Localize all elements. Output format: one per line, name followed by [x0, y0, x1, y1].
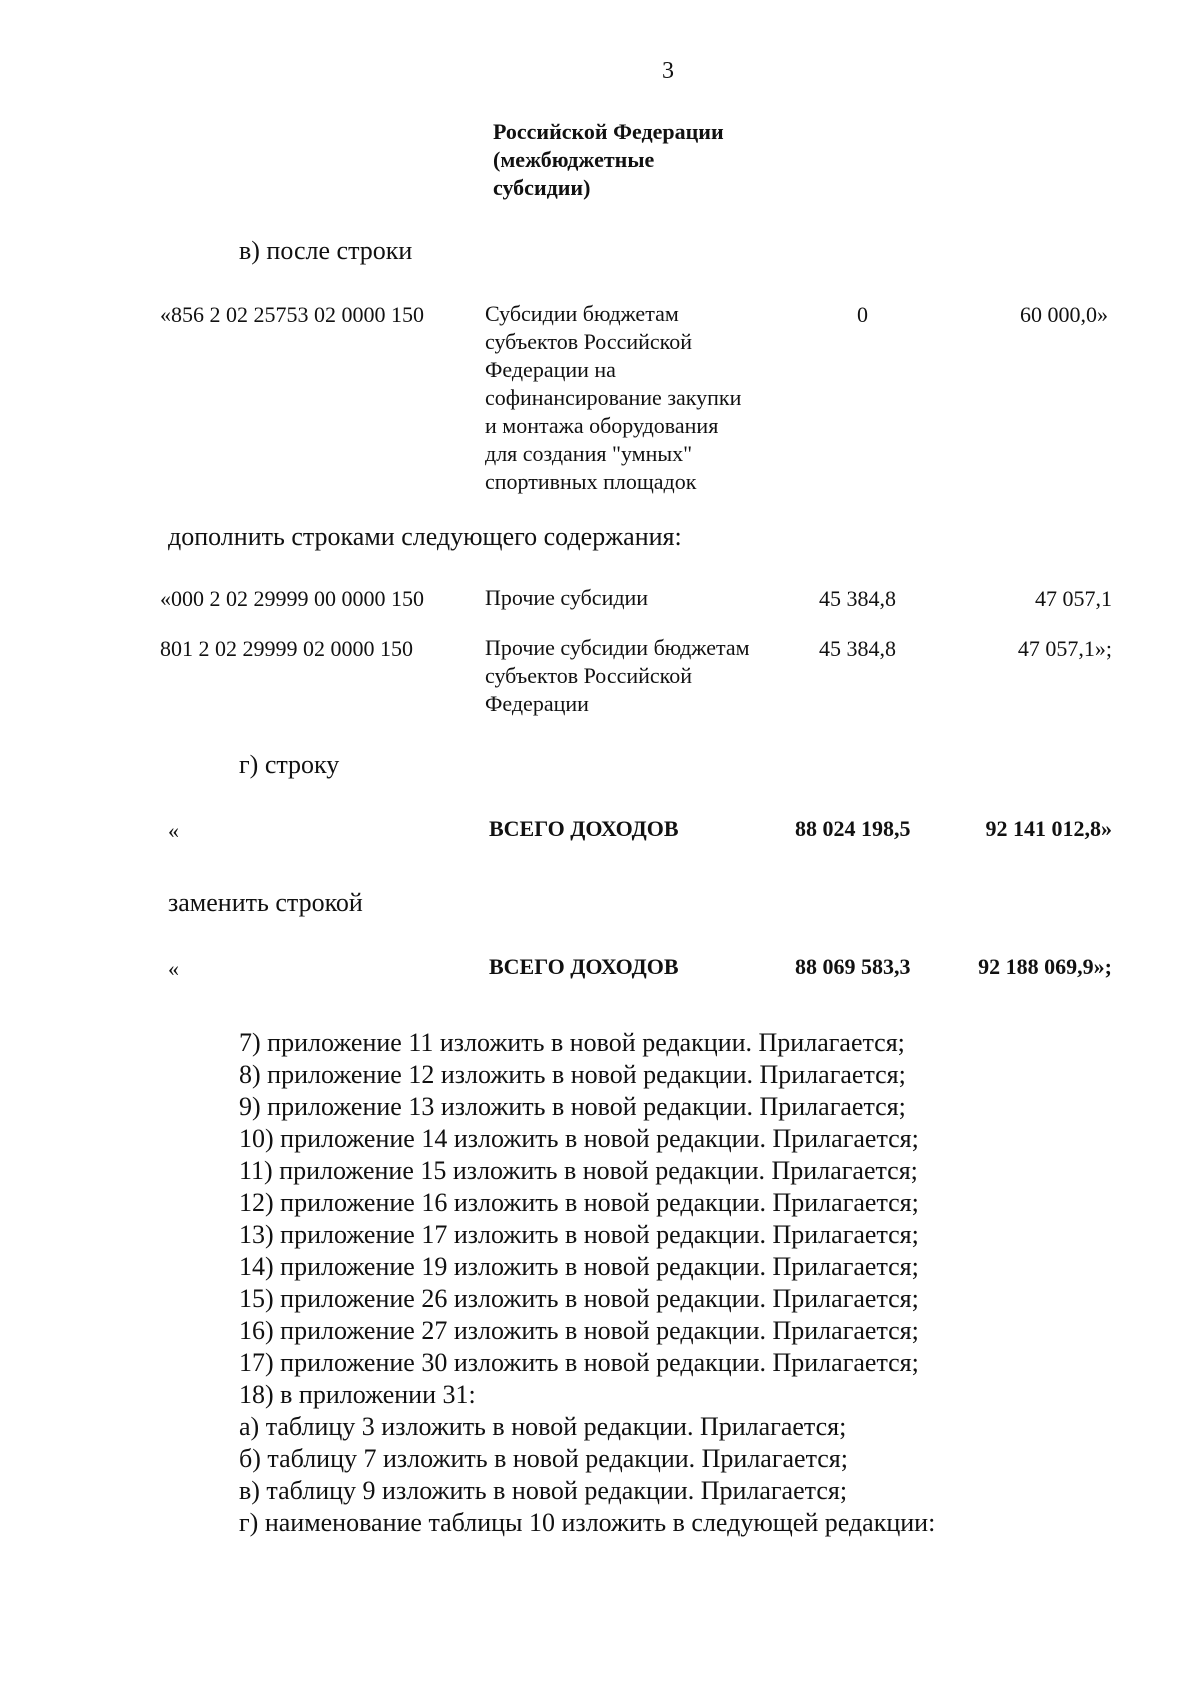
row-value-1: 45 384,8	[819, 636, 896, 661]
total-value-1: 88 024 198,5	[795, 816, 911, 841]
list-item: 7) приложение 11 изложить в новой редакции. Прилагается;	[239, 1028, 905, 1057]
row-value-2: 47 057,1»;	[1017, 636, 1112, 661]
row-value-1: 0	[857, 302, 868, 327]
row-value-1: 45 384,8	[819, 586, 896, 611]
total-value-2: 92 188 069,9»;	[978, 954, 1112, 979]
row-code: 801 2 02 29999 02 0000 150	[160, 636, 413, 661]
instruction-supplement: дополнить строками следующего содержания:	[168, 522, 682, 551]
row-name	[485, 584, 648, 612]
total-quote: «	[168, 818, 179, 843]
list-item: 10) приложение 14 изложить в новой редакции. Прилагается;	[239, 1124, 919, 1153]
list-item: 16) приложение 27 изложить в новой редакции. Прилагается;	[239, 1316, 919, 1345]
instruction-replace: заменить строкой	[168, 888, 363, 917]
row-code: «856 2 02 25753 02 0000 150	[160, 302, 424, 327]
continued-row-name-line: Российской Федерации	[493, 119, 724, 144]
row-name-line: и монтажа оборудования	[485, 413, 719, 438]
row-code: «000 2 02 29999 00 0000 150	[160, 586, 424, 611]
row-name	[485, 634, 750, 718]
row-name	[485, 300, 741, 496]
row-value-2: 60 000,0»	[1020, 302, 1108, 327]
row-name-line: субъектов Российской	[485, 663, 693, 688]
total-quote: «	[168, 956, 179, 981]
continued-row-name-line: (межбюджетные	[493, 147, 655, 172]
list-item: 9) приложение 13 изложить в новой редакции. Прилагается;	[239, 1092, 906, 1121]
row-name-line: Прочие субсидии	[485, 585, 649, 610]
row-name-line: софинансирование закупки	[485, 385, 742, 410]
total-value-2: 92 141 012,8»	[985, 816, 1112, 841]
list-item: 14) приложение 19 изложить в новой редакции. Прилагается;	[239, 1252, 919, 1281]
row-name-line: спортивных площадок	[485, 469, 697, 494]
list-item: в) таблицу 9 изложить в новой редакции. Прилагается;	[239, 1476, 848, 1505]
list-item: а) таблицу 3 изложить в новой редакции. Прилагается;	[239, 1412, 847, 1441]
total-value-1: 88 069 583,3	[795, 954, 911, 979]
list-item: б) таблицу 7 изложить в новой редакции. Прилагается;	[239, 1444, 848, 1473]
row-value-2: 47 057,1	[1035, 586, 1112, 611]
list-item: 17) приложение 30 изложить в новой редакции. Прилагается;	[239, 1348, 919, 1377]
total-label: ВСЕГО ДОХОДОВ	[489, 816, 679, 841]
list-item: 11) приложение 15 изложить в новой редакции. Прилагается;	[239, 1156, 918, 1185]
continued-row-name	[493, 118, 793, 202]
row-name-line: для создания "умных"	[485, 441, 693, 466]
list-item: 15) приложение 26 изложить в новой редакции. Прилагается;	[239, 1284, 919, 1313]
list-item: 18) в приложении 31:	[239, 1380, 476, 1409]
row-name-line: Прочие субсидии бюджетам	[485, 635, 750, 660]
list-item: г) наименование таблицы 10 изложить в следующей редакции:	[239, 1508, 936, 1537]
page-number: 3	[662, 58, 674, 84]
continued-row-name-line: субсидии)	[493, 175, 591, 200]
row-name-line: Федерации на	[485, 357, 616, 382]
instruction-g: г) строку	[239, 750, 340, 779]
row-name-line: субъектов Российской	[485, 329, 693, 354]
list-item: 13) приложение 17 изложить в новой редакции. Прилагается;	[239, 1220, 919, 1249]
list-item: 8) приложение 12 изложить в новой редакции. Прилагается;	[239, 1060, 906, 1089]
row-name-line: Субсидии бюджетам	[485, 301, 679, 326]
total-label: ВСЕГО ДОХОДОВ	[489, 954, 679, 979]
row-name-line: Федерации	[485, 691, 589, 716]
instruction-v: в) после строки	[239, 236, 413, 265]
list-item: 12) приложение 16 изложить в новой редакции. Прилагается;	[239, 1188, 919, 1217]
